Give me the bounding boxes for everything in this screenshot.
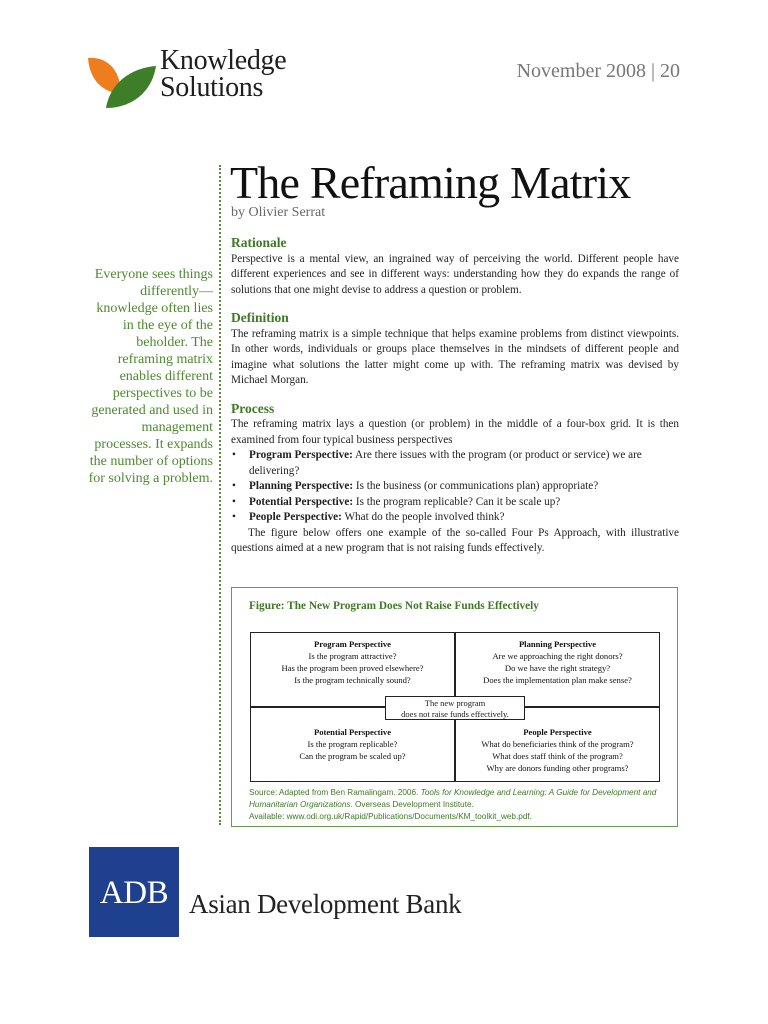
cell-line: What does staff think of the program? bbox=[492, 751, 623, 761]
cell-heading: People Perspective bbox=[523, 727, 592, 737]
bullet-label: Planning Perspective: bbox=[249, 480, 354, 492]
closing-text: The figure below offers one example of the so-called Four Ps Approach, with illustrative questions aimed at a new program that is not raising funds effectively. bbox=[231, 526, 679, 554]
bullet-label: Potential Perspective: bbox=[249, 495, 354, 508]
figure-title: Figure: The New Program Does Not Raise Funds Effectively bbox=[249, 600, 539, 612]
source-title: Tools for Knowledge and Learning: A Guide for Development and Humanitarian Organizations bbox=[249, 788, 657, 809]
dotted-divider bbox=[219, 165, 221, 825]
cell-line: Are we approaching the right donors? bbox=[492, 651, 623, 661]
cell-heading: Program Perspective bbox=[314, 639, 391, 649]
brand-line-2: Solutions bbox=[160, 72, 264, 103]
adb-logo-text: ADB bbox=[99, 875, 169, 911]
list-item bbox=[231, 479, 679, 495]
bullet-label: People Perspective: bbox=[249, 511, 342, 523]
list-item bbox=[231, 448, 679, 479]
rationale-heading: Rationale bbox=[231, 235, 287, 250]
brand-name bbox=[160, 47, 286, 101]
cell-line: Is the program replicable? bbox=[307, 739, 398, 749]
matrix-center-problem bbox=[385, 696, 525, 720]
process-intro: The reframing matrix lays a question (or problem) in the middle of a four-box grid. It is then examined from four typical business perspectives bbox=[231, 418, 679, 446]
cell-line: Can the program be scaled up? bbox=[299, 751, 406, 761]
list-item bbox=[231, 495, 679, 511]
cell-heading: Potential Perspective bbox=[313, 727, 392, 737]
definition-heading: Definition bbox=[231, 310, 289, 325]
cell-heading: Planning Perspective bbox=[518, 639, 597, 649]
bullet-text: What do the people involved think? bbox=[341, 511, 505, 523]
cell-line: Does the implementation plan make sense? bbox=[483, 675, 632, 685]
leaf-logo-icon bbox=[86, 54, 156, 112]
figure-box bbox=[231, 587, 678, 827]
bullet-text: Is the program replicable? Can it be scale up? bbox=[353, 495, 561, 508]
figure-source bbox=[249, 787, 664, 823]
bullet-label: Program Perspective: bbox=[249, 449, 353, 461]
center-line: The new program bbox=[424, 698, 486, 708]
bullet-text: Are there issues with the program (or product or service) we are delivering? bbox=[249, 449, 642, 477]
adb-logo bbox=[89, 847, 179, 937]
byline: by Olivier Serrat bbox=[231, 205, 326, 220]
organization-name: Asian Development Bank bbox=[189, 889, 462, 919]
brand-line-1: Knowledge bbox=[160, 45, 287, 76]
knowledge-solutions-logo bbox=[86, 45, 316, 112]
cell-line: Is the program attractive? bbox=[308, 651, 397, 661]
source-prefix: Source: Adapted from Ben Ramalingam. 2006. bbox=[249, 788, 421, 797]
bullet-text: Is the business (or communications plan) appropriate? bbox=[353, 480, 599, 492]
pull-quote: Everyone sees things differently—knowledge often lies in the eye of the beholder. The reframing matrix enables different perspectives to be generated and used in management processes. It expands the number of options for solving a problem. bbox=[88, 267, 213, 486]
source-link: Available: www.odi.org.uk/Rapid/Publications/Documents/KM_toolkit_web.pdf. bbox=[249, 812, 532, 821]
source-suffix: . Overseas Development Institute. bbox=[350, 800, 474, 809]
cell-line: Do we have the right strategy? bbox=[504, 663, 611, 673]
cell-line: Why are donors funding other programs? bbox=[486, 763, 629, 773]
cell-line: Has the program been proved elsewhere? bbox=[281, 663, 424, 673]
center-line: does not raise funds effectively. bbox=[401, 708, 509, 719]
list-item bbox=[231, 510, 679, 526]
perspective-list bbox=[231, 448, 679, 526]
issue-date: November 2008 | 20 bbox=[516, 60, 680, 82]
reframing-matrix bbox=[250, 632, 660, 783]
cell-line: Is the program technically sound? bbox=[294, 675, 411, 685]
page-title: The Reframing Matrix bbox=[230, 157, 631, 208]
rationale-text: Perspective is a mental view, an ingrained way of perceiving the world. Different people have different experiences and see in different ways: understanding how they do expands the range of solutions that one might devise to address a question or problem. bbox=[231, 252, 679, 296]
process-heading: Process bbox=[231, 400, 275, 416]
definition-text: The reframing matrix is a simple technique that helps examine problems from distinct viewpoints. In other words, individuals or groups place themselves in the mindsets of different people and imagine what solutions the latter might come up with. The reframing matrix was devised by Michael Morgan. bbox=[231, 327, 679, 386]
cell-line: What do beneficiaries think of the program? bbox=[481, 739, 634, 749]
article-body bbox=[231, 235, 679, 557]
